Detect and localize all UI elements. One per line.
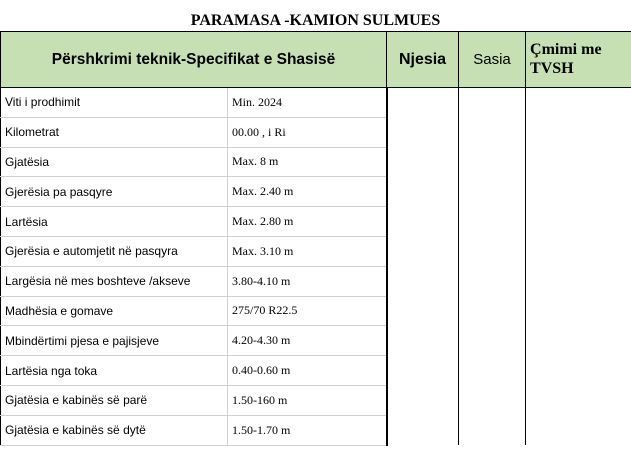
row-value[interactable]: Min. 2024: [228, 88, 387, 118]
row-label[interactable]: Gjatësia e kabinës së parë: [1, 385, 228, 415]
row-label[interactable]: Gjatësia e kabinës së dytë: [1, 415, 228, 445]
qty-cell[interactable]: [459, 88, 526, 446]
row-value[interactable]: 00.00 , i Ri: [228, 117, 387, 147]
table-row: [1, 88, 631, 118]
sheet-title: PARAMASA -KAMION SULMUES: [190, 12, 441, 29]
row-label[interactable]: Madhësia e gomave: [1, 296, 228, 326]
header-row: [1, 32, 631, 88]
header-spec[interactable]: Përshkrimi teknik-Specifikat e Shasisë: [1, 32, 387, 88]
unit-cell[interactable]: [387, 88, 459, 446]
row-value[interactable]: 4.20-4.30 m: [228, 326, 387, 356]
row-label[interactable]: Kilometrat: [1, 117, 228, 147]
row-label[interactable]: Gjerësia e automjetit në pasqyra: [1, 236, 228, 266]
row-label[interactable]: Gjatësia: [1, 147, 228, 177]
row-value[interactable]: Max. 3.10 m: [228, 236, 387, 266]
spec-table: [0, 31, 631, 446]
row-value[interactable]: 3.80-4.10 m: [228, 266, 387, 296]
row-label[interactable]: Viti i prodhimit: [1, 88, 228, 118]
row-value[interactable]: 0.40-0.60 m: [228, 356, 387, 386]
row-label[interactable]: Lartësia: [1, 207, 228, 237]
price-cell[interactable]: [526, 88, 631, 446]
header-unit[interactable]: Njesia: [387, 32, 459, 88]
row-value[interactable]: 1.50-1.70 m: [228, 415, 387, 445]
row-value[interactable]: Max. 8 m: [228, 147, 387, 177]
row-label[interactable]: Lartësia nga toka: [1, 356, 228, 386]
row-label[interactable]: Gjerësia pa pasqyre: [1, 177, 228, 207]
row-value[interactable]: 1.50-160 m: [228, 385, 387, 415]
row-value[interactable]: Max. 2.40 m: [228, 177, 387, 207]
header-price[interactable]: Çmimi me TVSH: [526, 32, 631, 88]
row-label[interactable]: Largësia në mes boshteve /akseve: [1, 266, 228, 296]
header-qty[interactable]: Sasia: [459, 32, 526, 88]
row-value[interactable]: Max. 2.80 m: [228, 207, 387, 237]
row-value[interactable]: 275/70 R22.5: [228, 296, 387, 326]
row-label[interactable]: Mbindërtimi pjesa e pajisjeve: [1, 326, 228, 356]
